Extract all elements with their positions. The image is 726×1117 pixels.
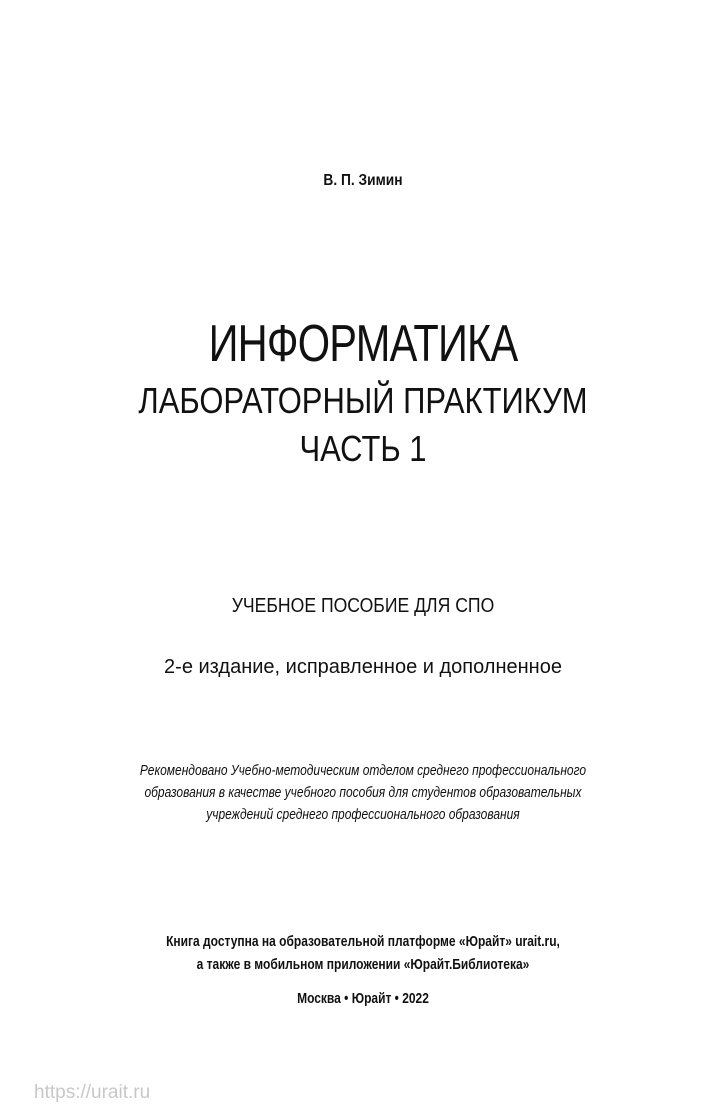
author-name: В. П. Зимин [323,172,403,189]
recommendation-block [73,760,654,826]
platform-line: Книга доступна на образовательной платформе «Юрайт» urait.ru, [166,933,560,950]
recommendation-line: образования в качестве учебного пособия для студентов образовательных [144,784,582,801]
recommendation-line: учреждений среднего профессионального образования [206,806,520,823]
publisher-imprint: Москва • Юрайт • 2022 [297,990,429,1007]
platform-line: а также в мобильном приложении «Юрайт.Библиотека» [196,956,530,973]
book-part: ЧАСТЬ 1 [299,428,427,469]
book-subtitle: ЛАБОРАТОРНЫЙ ПРАКТИКУМ [138,380,588,421]
recommendation-line: Рекомендовано Учебно-методическим отделом среднего профессионального [139,762,587,779]
platform-note [73,930,654,976]
watermark-url: https://urait.ru [34,1082,151,1103]
edition-note: 2-е издание, исправленное и дополненное [164,656,562,678]
book-title: ИНФОРМАТИКА [208,315,518,373]
book-kind: УЧЕБНОЕ ПОСОБИЕ ДЛЯ СПО [231,595,495,617]
